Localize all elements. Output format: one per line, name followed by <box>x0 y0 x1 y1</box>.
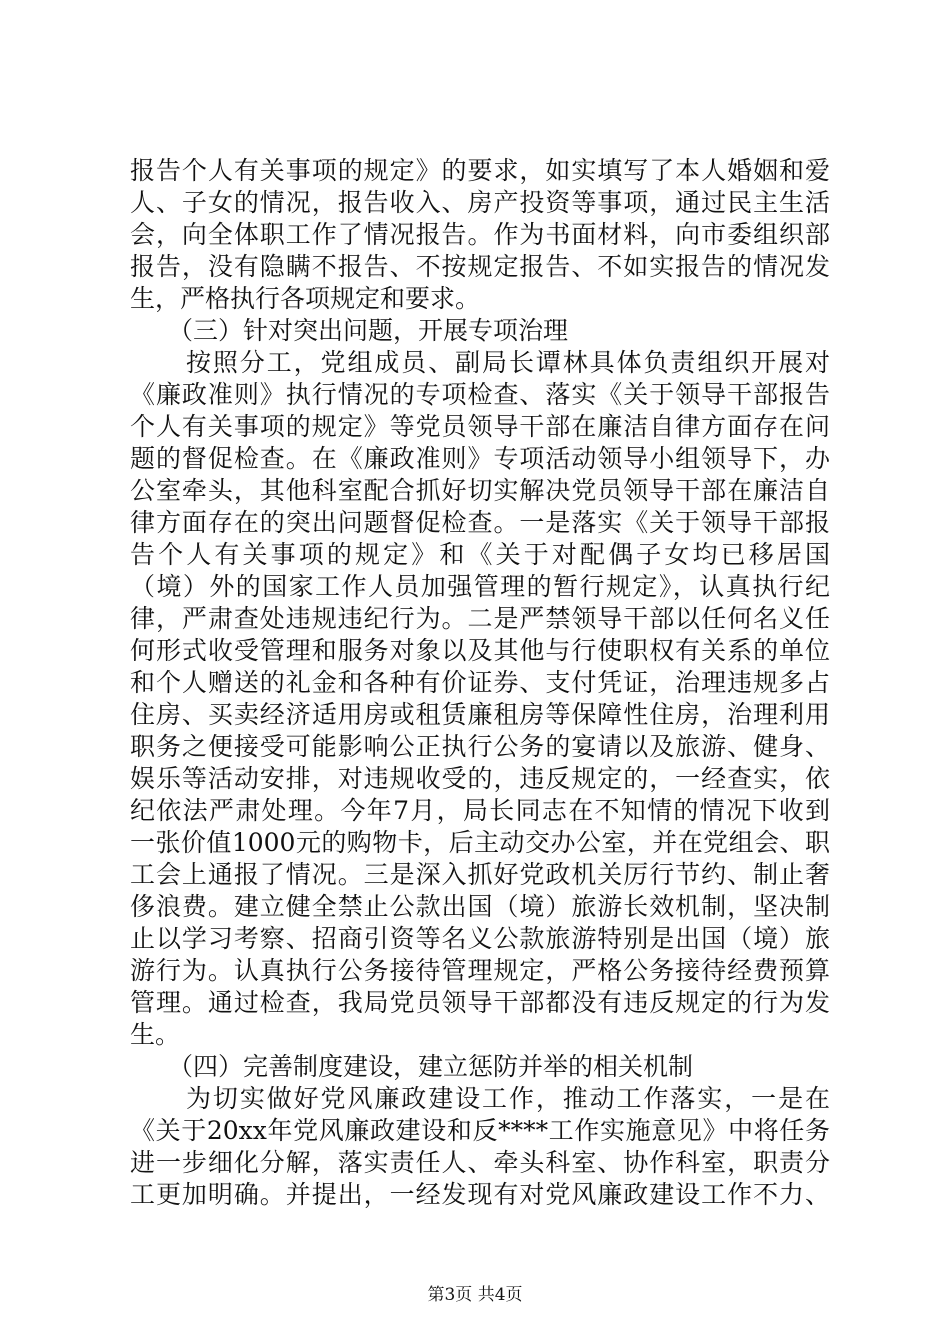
text-line: 会，向全体职工作了情况报告。作为书面材料，向市委组织部 <box>130 220 830 249</box>
text-line: 律方面存在的突出问题督促检查。一是落实《关于领导干部报 <box>130 508 830 537</box>
text-line: 一张价值1000元的购物卡，后主动交办公室，并在党组会、职 <box>130 828 830 857</box>
text-line: 游行为。认真执行公务接待管理规定，严格公务接待经费预算 <box>130 956 830 985</box>
text-line: 职务之便接受可能影响公正执行公务的宴请以及旅游、健身、 <box>130 732 830 761</box>
text-line: 住房、买卖经济适用房或租赁廉租房等保障性住房，治理利用 <box>130 700 830 729</box>
text-line: 个人有关事项的规定》等党员领导干部在廉洁自律方面存在问 <box>130 412 830 441</box>
text-line: 和个人赠送的礼金和各种有价证券、支付凭证，治理违规多占 <box>130 668 830 697</box>
page-footer: 第3页 共4页 <box>427 1285 523 1305</box>
text-line: 告个人有关事项的规定》和《关于对配偶子女均已移居国 <box>130 540 830 569</box>
text-line: 止以学习考察、招商引资等名义公款旅游特别是出国（境）旅 <box>130 924 830 953</box>
text-line: 生，严格执行各项规定和要求。 <box>130 284 481 313</box>
text-line: 《关于20xx年党风廉政建设和反****工作实施意见》中将任务 <box>130 1116 830 1145</box>
text-line: 《廉政准则》执行情况的专项检查、落实《关于领导干部报告 <box>130 380 830 409</box>
text-line: 何形式收受管理和服务对象以及其他与行使职权有关系的单位 <box>130 636 830 665</box>
body-text <box>130 155 830 1211</box>
text-line: 题的督促检查。在《廉政准则》专项活动领导小组领导下，办 <box>130 444 830 473</box>
text-line: 按照分工，党组成员、副局长谭林具体负责组织开展对 <box>186 348 830 377</box>
text-line: 公室牵头，其他科室配合抓好切实解决党员领导干部在廉洁自 <box>130 476 830 505</box>
text-line: 报告个人有关事项的规定》的要求，如实填写了本人婚姻和爱 <box>130 156 830 185</box>
text-line: 工更加明确。并提出，一经发现有对党风廉政建设工作不力、 <box>130 1180 830 1209</box>
text-line: 报告，没有隐瞒不报告、不按规定报告、不如实报告的情况发 <box>130 252 830 281</box>
text-line: 侈浪费。建立健全禁止公款出国（境）旅游长效机制，坚决制 <box>130 892 830 921</box>
text-line: 进一步细化分解，落实责任人、牵头科室、协作科室，职责分 <box>130 1148 830 1177</box>
text-line: 律，严肃查处违规违纪行为。二是严禁领导干部以任何名义任 <box>130 604 830 633</box>
text-line: 纪依法严肃处理。今年7月，局长同志在不知情的情况下收到 <box>130 796 830 825</box>
section-heading: （三）针对突出问题，开展专项治理 <box>168 316 569 345</box>
text-line: 管理。通过检查，我局党员领导干部都没有违反规定的行为发 <box>130 988 830 1017</box>
text-line: 为切实做好党风廉政建设工作，推动工作落实，一是在 <box>186 1084 830 1113</box>
section-heading: （四）完善制度建设，建立惩防并举的相关机制 <box>168 1052 694 1081</box>
text-line: 生。 <box>130 1020 181 1049</box>
text-line: 娱乐等活动安排，对违规收受的，违反规定的，一经查实，依 <box>130 764 830 793</box>
text-line: 人、子女的情况，报告收入、房产投资等事项，通过民主生活 <box>130 188 830 217</box>
text-line: （境）外的国家工作人员加强管理的暂行规定》，认真执行纪 <box>130 572 830 601</box>
text-line: 工会上通报了情况。三是深入抓好党政机关厉行节约、制止奢 <box>130 860 830 889</box>
